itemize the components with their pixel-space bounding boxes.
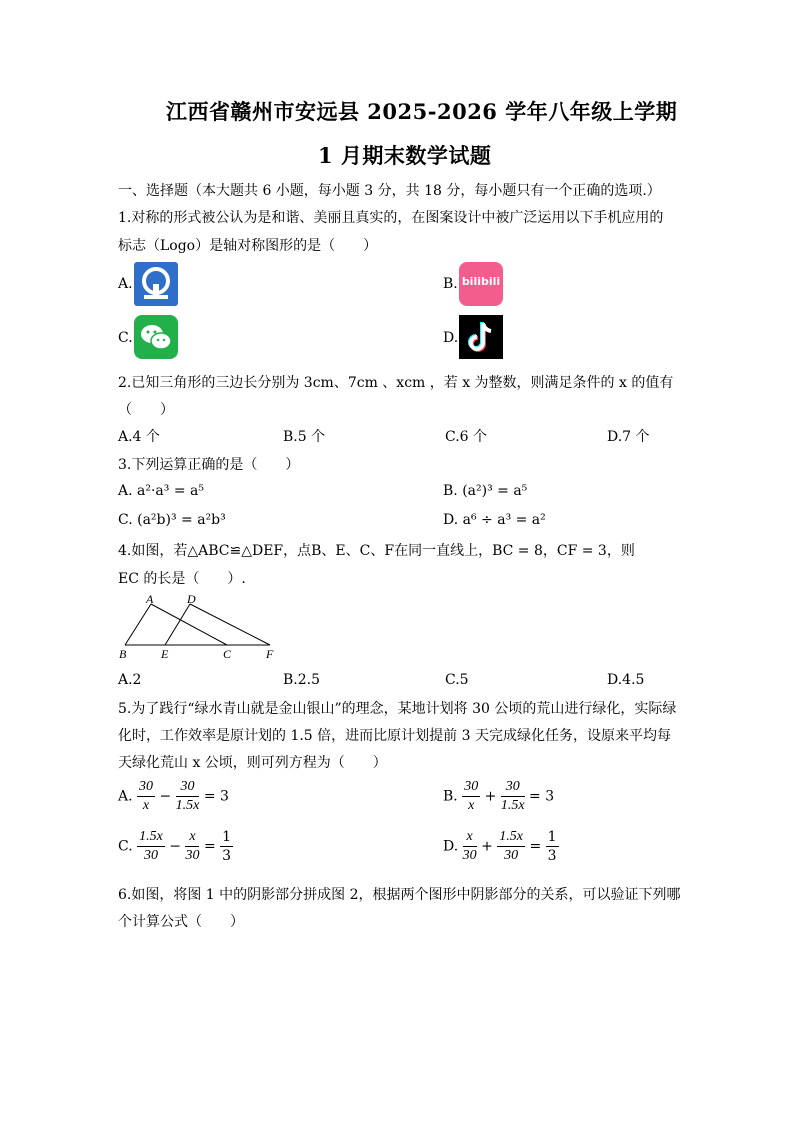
q5b-operator: +	[484, 788, 497, 805]
q5d-rhs-denominator: 3	[547, 848, 557, 864]
label-d: D	[187, 592, 196, 606]
q5a-numerator-2: 30	[176, 778, 200, 797]
tiktok-logo-icon	[459, 315, 503, 359]
railway-logo-icon	[134, 262, 178, 306]
question-5-line-1: 5.为了践行“绿水青山就是金山银山”的理念，某地计划将 30 公顷的荒山进行绿化，实际绿	[118, 701, 677, 717]
q2-option-d: D.7 个	[607, 429, 650, 445]
question-1-line-2: 标志（Logo）是轴对称图形的是（ ）	[118, 238, 378, 254]
option-d-label: D.	[443, 330, 459, 346]
triangle-figure	[115, 592, 285, 664]
q5b-denominator-2: 1.5x	[500, 798, 525, 813]
option-a-label: A.	[118, 276, 133, 292]
q4-option-a: A.2	[118, 672, 142, 688]
question-4-line-1: 4.如图，若△ABC≌△DEF，点B、E、C、F在同一直线上，BC = 8，CF = 3，则	[118, 543, 635, 559]
q3-option-c: C. (a²b)³ = a²b³	[118, 512, 226, 528]
wechat-logo-icon	[134, 315, 178, 359]
q5-option-a-label: A.	[118, 788, 133, 805]
label-b: B	[119, 647, 127, 661]
question-6-line-2: 个计算公式（ ）	[118, 914, 244, 930]
question-4-line-2: EC 的长是（ ）.	[118, 571, 246, 587]
label-c: C	[223, 647, 232, 661]
question-1-line-1: 1.对称的形式被公认为是和谐、美丽且真实的，在图案设计中被广泛运用以下手机应用的	[118, 210, 664, 226]
q4-option-b: B.2.5	[283, 672, 321, 688]
q4-option-d: D.4.5	[607, 672, 645, 688]
q5d-denominator-1: 30	[462, 848, 477, 863]
q5-option-c-label: C.	[118, 838, 133, 855]
q5a-operator: −	[159, 788, 172, 805]
q2-option-a: A.4 个	[118, 429, 160, 445]
label-e: E	[161, 647, 169, 661]
q5c-rhs-numerator: 1	[222, 829, 232, 845]
bilibili-logo-icon	[459, 262, 503, 306]
q5b-denominator-1: x	[468, 798, 475, 813]
q5a-denominator-1: x	[142, 798, 150, 813]
q5d-numerator-1: x	[463, 828, 477, 847]
option-c-label: C.	[118, 330, 133, 346]
q5-option-a	[118, 778, 229, 815]
question-6-line-1: 6.如图，将图 1 中的阴影部分拼成图 2，根据两个图形中阴影部分的关系，可以验证下列哪	[118, 887, 681, 903]
question-2-line-1: 2.已知三角形的三边长分别为 3cm、7cm 、xcm ，若 x 为整数，则满足条件的 x 的值有	[118, 375, 674, 391]
q5-option-d-label: D.	[443, 838, 459, 855]
q5a-rhs: = 3	[203, 788, 229, 805]
q5d-denominator-2: 30	[504, 848, 519, 863]
q5c-denominator-2: 30	[185, 848, 200, 863]
q5c-operator: −	[169, 838, 182, 855]
question-5-line-3: 天绿化荒山 x 公顷，则可列方程为（ ）	[118, 755, 387, 771]
q3-option-d: D. a⁶ ÷ a³ = a²	[443, 512, 546, 528]
label-a: A	[146, 592, 154, 606]
q5a-numerator-1: 30	[137, 778, 155, 797]
page-title: 江西省赣州市安远县 2025-2026 学年八年级上学期	[166, 99, 678, 124]
q5d-operator: +	[481, 838, 493, 855]
q5b-rhs: = 3	[529, 788, 555, 805]
question-3-stem: 3.下列运算正确的是（ ）	[118, 457, 300, 473]
q5a-denominator-2: 1.5x	[175, 798, 200, 813]
section-heading: 一、选择题（本大题共 6 小题，每小题 3 分，共 18 分，每小题只有一个正确的选项.）	[118, 183, 661, 199]
q2-option-c: C.6 个	[445, 429, 488, 445]
label-f: F	[266, 647, 274, 661]
q5d-rhs-numerator: 1	[547, 829, 557, 845]
q3-option-a: A. a²·a³ = a⁵	[118, 483, 204, 499]
q5-option-c	[118, 828, 233, 865]
q5-option-d	[443, 828, 559, 865]
q3-option-b: B. (a²)³ = a⁵	[443, 483, 528, 499]
q5-option-b-label: B.	[443, 788, 458, 805]
q5c-numerator-2: x	[185, 828, 199, 847]
bilibili-logo-text: bilibili	[461, 275, 501, 288]
q5c-denominator-1: 30	[143, 848, 158, 863]
question-5-line-2: 化时，工作效率是原计划的 1.5 倍，进而比原计划提前 3 天完成绿化任务，设原来平均每	[118, 728, 671, 744]
q5d-numerator-2: 1.5x	[497, 828, 525, 847]
q5c-equals: =	[203, 838, 216, 855]
q2-option-b: B.5 个	[283, 429, 326, 445]
q4-option-c: C.5	[445, 672, 469, 688]
q5c-rhs-denominator: 3	[222, 848, 232, 864]
question-2-line-2: （ ）	[118, 402, 174, 418]
option-b-label: B.	[443, 276, 458, 292]
q5c-numerator-1: 1.5x	[137, 828, 165, 847]
q5-option-b	[443, 778, 554, 815]
page-subtitle: 1 月期末数学试题	[318, 143, 492, 168]
q5b-numerator-2: 30	[501, 778, 525, 797]
q5b-numerator-1: 30	[462, 778, 480, 797]
q5d-equals: =	[529, 838, 542, 855]
